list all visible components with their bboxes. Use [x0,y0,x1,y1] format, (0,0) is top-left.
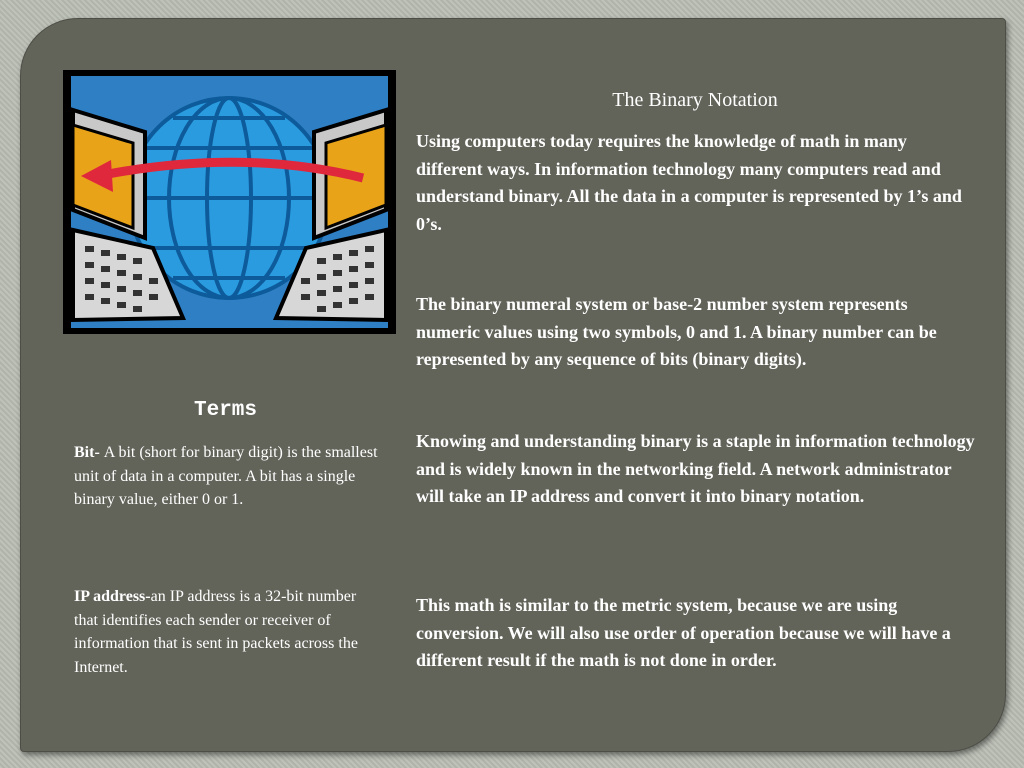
slide [20,18,1006,752]
term-ip-address-definition: an IP address is a 32-bit number that identifies each sender or receiver of information that is sent in packets across the Internet. [74,588,358,676]
term-bit-definition: A bit (short for binary digit) is the smallest unit of data in a computer. A bit has a single binary value, either 0 or 1. [74,444,378,508]
network-computers-globe-icon [63,70,396,334]
terms-heading: Terms [193,399,257,422]
term-bit [74,441,379,512]
paragraph-metric: This math is similar to the metric system, because we are using conversion. We will also use order of operation because we will have a different result if the math is not done in order. [416,595,951,670]
term-ip-address [74,585,379,679]
slide-title: The Binary Notation [612,89,778,111]
term-ip-address-label: IP address- [74,588,151,605]
paragraph-networking: Knowing and understanding binary is a staple in information technology and is widely known in the networking field. A network administrator will take an IP address and convert it into binary notation. [416,431,975,506]
paragraph-binary-system: The binary numeral system or base-2 number system represents numeric values using two symbols, 0 and 1. A binary number can be represented by any sequence of bits (binary digits). [416,294,937,369]
paragraph-intro: Using computers today requires the knowledge of math in many different ways. In information technology many computers read and understand binary. All the data in a computer is represented by 1’s and 0’s. [416,131,962,234]
term-bit-label: Bit- [74,444,104,461]
